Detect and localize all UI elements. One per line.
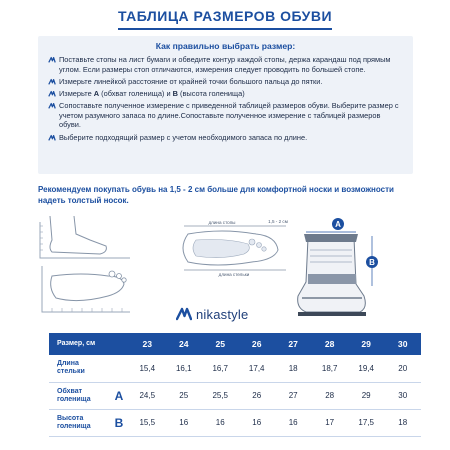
page-title: ТАБЛИЦА РАЗМЕРОВ ОБУВИ <box>118 8 332 30</box>
table-row <box>49 355 421 382</box>
b-marker-label: B <box>369 258 375 267</box>
table-cell: 25 <box>166 382 202 409</box>
gap-label: 1,5 - 2 см <box>268 219 288 224</box>
table-cell: 16 <box>202 409 238 436</box>
leg-measure-illustration <box>40 216 130 312</box>
table-cell: 19,4 <box>348 355 384 382</box>
table-cell: 27 <box>275 382 311 409</box>
instructions-heading: Как правильно выбрать размер: <box>155 41 296 51</box>
measure-letter-a: A <box>93 88 100 98</box>
brand-logo <box>176 305 248 323</box>
row-label: Обхват голенища <box>49 382 109 409</box>
size-header-row <box>49 333 421 355</box>
instruction-item <box>48 55 403 74</box>
table-cell: 17,5 <box>348 409 384 436</box>
table-cell: 15,4 <box>129 355 165 382</box>
nikastyle-logo-icon <box>176 307 192 321</box>
nikastyle-mark-icon <box>48 90 56 98</box>
instruction-text: Поставьте стопы на лист бумаги и обведите контур каждой стопы, держа карандаш под прямым углом. Если размеры стоп отличаются, измерения следует проводить по большей стопе. <box>59 55 391 74</box>
table-cell: 29 <box>348 382 384 409</box>
instruction-text: Сопоставьте полученное измерение с приведенной таблицей размеров обуви. Выберите размер с учетом разумного запаса по длине.Сопоставьте полученное измерение с таблицей размеров обуви. <box>59 101 399 130</box>
table-row <box>49 382 421 409</box>
table-cell: 30 <box>384 382 421 409</box>
row-label: Длина стельки <box>49 355 109 382</box>
size-cell: 26 <box>238 333 274 355</box>
size-cell: 29 <box>348 333 384 355</box>
table-cell: 20 <box>384 355 421 382</box>
size-cell: 30 <box>384 333 421 355</box>
nikastyle-mark-icon <box>48 102 56 110</box>
table-cell: 16,7 <box>202 355 238 382</box>
instruction-text: Выберите подходящий размер с учетом необходимого запаса по длине. <box>59 132 308 142</box>
table-row <box>49 409 421 436</box>
row-letter <box>109 355 129 382</box>
header <box>0 8 450 30</box>
instruction-item <box>48 89 403 99</box>
table-cell: 16 <box>238 409 274 436</box>
row-label: Высота голенища <box>49 409 109 436</box>
insole-illustration <box>183 219 288 277</box>
table-cell: 25,5 <box>202 382 238 409</box>
row-letter: B <box>109 409 129 436</box>
table-cell: 17 <box>311 409 347 436</box>
instruction-text: Измерьте линейкой расстояние от крайней точки большого пальца до пятки. <box>59 76 323 86</box>
instruction-item <box>48 101 403 130</box>
instructions-panel <box>38 36 413 174</box>
size-cell: 23 <box>129 333 165 355</box>
table-cell: 18,7 <box>311 355 347 382</box>
insole-length-label: длина стельки <box>218 272 250 277</box>
table-cell: 18 <box>275 355 311 382</box>
row-letter: A <box>109 382 129 409</box>
instruction-item <box>48 77 403 87</box>
table-cell: 17,4 <box>238 355 274 382</box>
instruction-item <box>48 133 403 143</box>
nikastyle-mark-icon <box>48 78 56 86</box>
table-cell: 16,1 <box>166 355 202 382</box>
recommendation-text: Рекомендуем покупать обувь на 1,5 - 2 см больше для комфортной носки и возможности надеть толстый носок. <box>38 185 394 205</box>
instruction-text: Измерьте A (обхват голенища) и B (высота голенища) <box>59 88 245 98</box>
a-marker-label: A <box>335 220 341 229</box>
table-cell: 28 <box>311 382 347 409</box>
size-cell: 25 <box>202 333 238 355</box>
table-cell: 16 <box>166 409 202 436</box>
table-cell: 24,5 <box>129 382 165 409</box>
table-cell: 15,5 <box>129 409 165 436</box>
table-cell: 16 <box>275 409 311 436</box>
table-cell: 18 <box>384 409 421 436</box>
size-header-label: Размер, см <box>49 333 129 355</box>
boot-illustration <box>298 218 378 316</box>
size-cell: 28 <box>311 333 347 355</box>
brand-name: nikastyle <box>196 306 249 322</box>
foot-length-label: длина стопы <box>208 220 236 225</box>
size-table <box>49 333 421 437</box>
size-cell: 24 <box>166 333 202 355</box>
measure-letter-b: B <box>172 88 178 98</box>
nikastyle-mark-icon <box>48 134 56 142</box>
nikastyle-mark-icon <box>48 56 56 64</box>
table-cell: 26 <box>238 382 274 409</box>
size-cell: 27 <box>275 333 311 355</box>
